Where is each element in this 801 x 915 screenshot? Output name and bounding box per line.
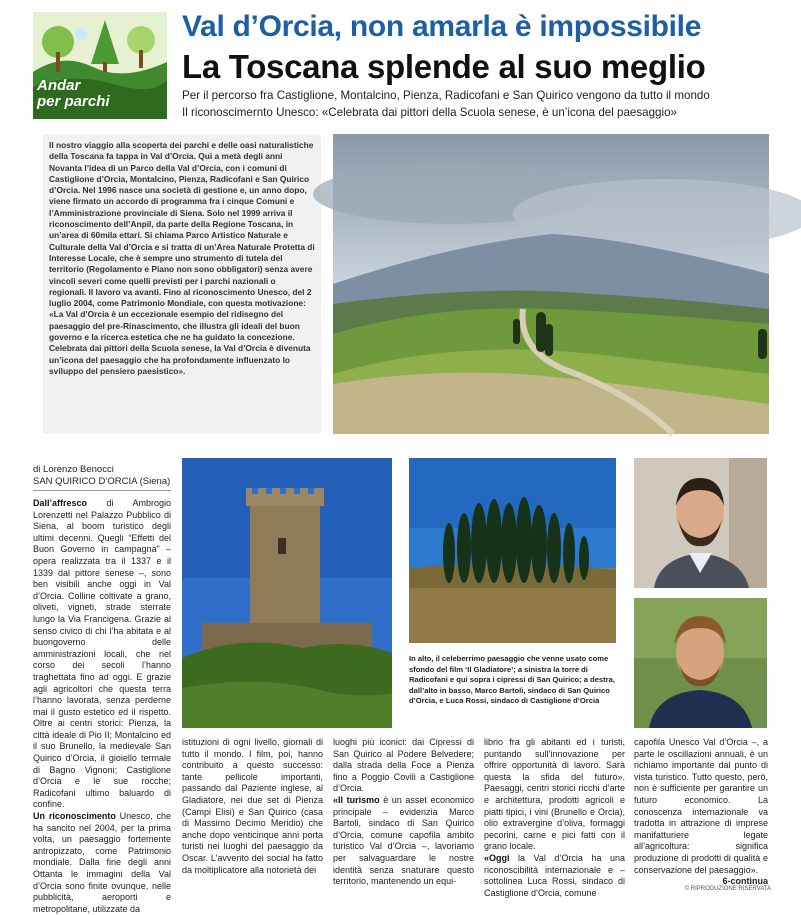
lead-in-1: Dall’affresco xyxy=(33,498,88,508)
section-logo xyxy=(33,12,167,119)
headline: Val d’Orcia, non amarla è impossibile xyxy=(182,10,702,43)
article-column-3 xyxy=(333,737,474,887)
summary-line-2: Il riconoscimernto Unesco: «Celebrata dai pittori della Scuola senese, è un’icona del paesaggio» xyxy=(182,106,677,119)
column-4-text-2: la Val d’Orcia ha una riconoscibilità internazionale e – sottolinea Luca Rossi, sindaco di Castiglione d’Orcia, comune xyxy=(484,852,625,898)
portrait-luca-rossi xyxy=(634,598,767,728)
portrait-marco-bartoli xyxy=(634,458,767,588)
byline-author: di Lorenzo Benocci xyxy=(33,464,114,475)
lead-in-3: «Il turismo xyxy=(333,794,380,805)
lead-in-2: Un riconoscimento xyxy=(33,811,116,822)
column-3-paragraph-1: luoghi più iconici: dai Cipressi di San Quirico al Podere Belvedere; dalla strada della Foce a Pienza fino a Poggio Covili a Castiglione d’Orcia. xyxy=(333,737,474,794)
continue-marker: 6-continua xyxy=(722,876,768,887)
logo-line-2: per parchi xyxy=(37,93,110,110)
lead-in-4: «Oggi xyxy=(484,852,510,863)
column-5-text: capofila Unesco Val d’Orcia –, a parte le oscillazioni annuali, è un richiamo importante dal punto di vista turistico. Tutto questo, però, non è sufficiente per garantire un futuro economico. La conoscenza internazionale va tradotta in attrazione di imprese manifatturiere legate all’agricoltura: significa produzione di prodotti di qualità e conservazione del paesaggio». xyxy=(634,737,768,875)
article-column-2 xyxy=(182,737,323,887)
copyright-note: © RIPRODUZIONE RISERVATA xyxy=(684,886,771,892)
column-1-paragraph-1 xyxy=(33,498,171,811)
landscape-photo xyxy=(333,134,769,434)
article-column-1 xyxy=(33,498,171,914)
logo-text xyxy=(37,78,110,110)
article-column-4 xyxy=(484,737,625,898)
byline-divider xyxy=(33,490,171,491)
tower-photo xyxy=(182,458,392,728)
column-1-text-2: Unesco, che ha sancito nel 2004, per la prima volta, un paesaggio fortemente antropizzato, come Patrimonio mondiale. Dalla fine degli anni Ottanta le immagini della Val d’Orcia sono finite ovunque, nelle pubblicità, aeroporti e metropolitane, utilizzate da xyxy=(33,811,171,914)
column-1-text-1: di Ambrogio Lorenzetti nel Palazzo Pubblico di Siena, al boom turistico degli ultimi decenni. Quegli “Effetti del Buon Governo in campagna” – opera realizzata tra il 1337 e il 1339 dal pittore senese –, sono ben visibili anche oggi in Val d’Orcia. Colline coltivate a grano, oliveti, vigneti, strade sterrate lungo la Via Francigena. Grazie al senso civico di chi l’ha abitata e al buongoverno delle amministrazioni locali, che nel corso dei secoli l’hanno traghettata fino ad oggi. E grazie agli agricoltori che questa terra l’hanno lavorata, senza perderne mai il gusto estetico ed il rispetto. Oltre ai centri storici: Pienza, la città ideale di Pio II; Montalcino ed il suo Brunello, la medievale San Quirico d’Orcia, il gioiello termale di Bagno Vignoni; Castiglione d’Orcia e le sue rocche; Radicofani ultimo baluardo di confine. xyxy=(33,498,171,810)
byline-place: SAN QUIRICO D’ORCIA (Siena) xyxy=(33,476,171,487)
intro-text: Il nostro viaggio alla scoperta dei parchi e delle oasi naturalistiche della Toscana fa tappa in Val d’Orcia. Qui a metà degli anni Novanta l’idea di un Parco della Val d’Orcia, con i comuni di Castiglione d’Orcia, Montalcino, Pienza, Radicofani e San Quirico d’Orcia. Nel 1996 nasce una società di gestione e, un anno dopo, viene firmato un accordo di programma fra i cinque Comuni e l’Amministrazione provinciale di Siena. Solo nel 1999 arriva il riconoscimento dell’Anpil, da parte della Regione Toscana, in un’area di 60mila ettari. Si chiama Parco Artistico Naturale e Culturale della Val d’Orcia e si tratta di un’Area Naturale Protetta di Interesse Locale, che è sempre uno strumento di tutela del territorio (Regolamento e Piano non sono obbligatori) senza avere vincoli severi come quelli previsti per i parchi nazionali o regionali. Il lavoro va avanti. Fino al riconoscimento Unesco, del 2 luglio 2004, come Patrimonio Mondiale, con questa motivazione: «La Val d’Orcia è un eccezionale esempio del ridisegno del paesaggio del pre-Rinascimento, che illustra gli ideali del buon governo e la ricerca estetica che ne ha guidato la concezione. Celebrata dai pittori della Scuola senese, la Val d’Orcia è divenuta un’icona del paesaggio che ha profondamente influenzato lo sviluppo del pensiero paesistico». xyxy=(49,140,315,376)
column-4-paragraph-1: librio fra gli abitanti ed i turisti, puntando sull’innovazione per offrire opportunità di lavoro. Sarà questa la sfida del futuro». Paesaggi, centri storici ricchi d’arte e architettura, prodotti agricoli e piatti tipici, i vini (Brunello e Orcia), olio extravergine d’oliva, formaggi pecorini, carne e pici fatti con il grano locale. xyxy=(484,737,625,852)
article-column-5 xyxy=(634,737,768,887)
intro-box xyxy=(43,134,321,434)
cypress-photo xyxy=(409,458,616,643)
column-1-paragraph-2 xyxy=(33,811,171,915)
column-3-text-2: è un asset economico principale – evidenzia Marco Bartoli, sindaco di San Quirico d’Orcia, comune capofila ambito turistico Val d’Orcia –, lavoriamo per salvaguardare le nostre identità senza snaturare questo territorio, mantenendo un equi- xyxy=(333,794,474,887)
column-2-text: istituzioni di ogni livello, giornali di tutto il mondo. I film, poi, hanno contribuito a questo successo: tante pellicole importanti, passando dal Paziente inglese, al Gladiatore, nei due set di Pienza (Campi Elisi) e San Quirico (casa di Massimo Decimo Meridio) che anche dopo venticinque anni porta turisti nei luoghi del paesaggio da Oscar. L’avvento dei social ha fatto da moltiplicatore alla notorietà dei xyxy=(182,737,323,875)
column-4-paragraph-2 xyxy=(484,853,625,899)
logo-line-1: Andar xyxy=(37,77,81,94)
summary-line-1: Per il percorso fra Castiglione, Montalcino, Pienza, Radicofani e San Quirico vengono da tutto il mondo xyxy=(182,89,710,102)
subheadline: La Toscana splende al suo meglio xyxy=(182,48,706,85)
column-3-paragraph-2 xyxy=(333,795,474,888)
photo-caption: In alto, il celeberrimo paesaggio che venne usato come sfondo del film ‘Il Gladiatore’; a sinistra la torre di Radicofani e qui sopra i cipressi di San Quirico; a destra, dall’alto in basso, Marco Bartoli, sindaco di San Quirico d’Orcia, e Luca Rossi, sindaco di Castiglione d’Orcia xyxy=(409,654,615,706)
